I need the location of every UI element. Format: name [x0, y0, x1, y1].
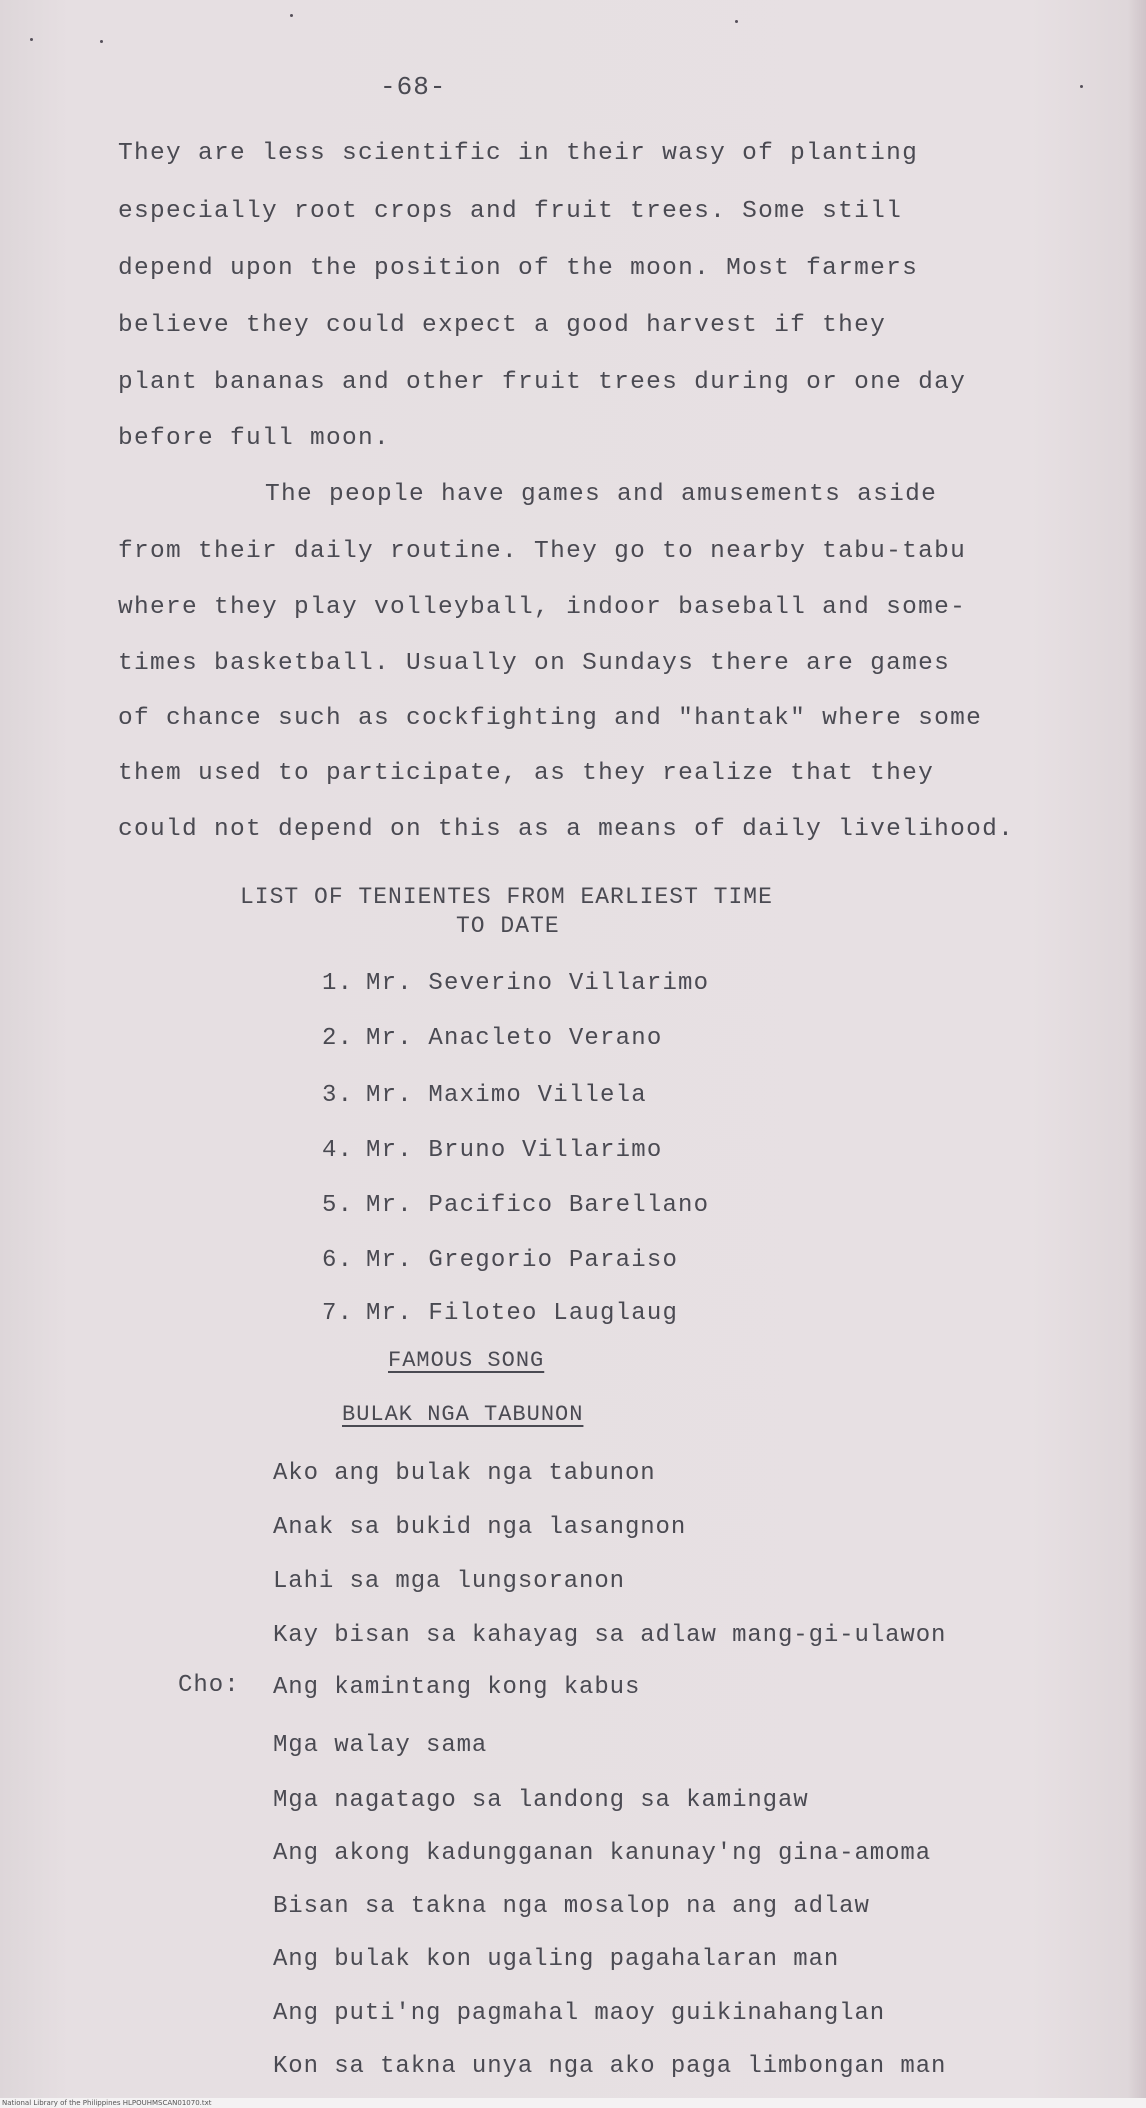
paragraph-2-line: The people have games and amusements aside: [265, 481, 938, 508]
teniente-item: [322, 970, 709, 997]
song-chorus-line: Mga nagatago sa landong sa kamingaw: [273, 1787, 809, 1814]
teniente-item: [322, 1192, 709, 1219]
paragraph-2-line: them used to participate, as they realize that they: [118, 760, 935, 787]
teniente-item: [322, 1247, 678, 1274]
song-chorus-line: Ang bulak kon ugaling pagahalaran man: [273, 1946, 840, 1973]
teniente-number: 4.: [322, 1137, 354, 1164]
paragraph-1-line: plant bananas and other fruit trees during or one day: [118, 369, 967, 396]
chorus-label: Cho:: [178, 1672, 240, 1699]
speck: [100, 40, 103, 43]
paragraph-2-line: of chance such as cockfighting and "hantak" where some: [118, 705, 983, 732]
song-verse-line: Kay bisan sa kahayag sa adlaw mang-gi-ulawon: [273, 1622, 947, 1649]
song-chorus-line: Ang akong kadungganan kanunay'ng gina-amoma: [273, 1840, 932, 1867]
teniente-name: Mr. Pacifico Barellano: [366, 1192, 710, 1219]
teniente-number: 3.: [322, 1082, 354, 1109]
page-edge-shadow: [1128, 0, 1146, 2108]
speck: [290, 14, 293, 17]
song-verse-line: Ako ang bulak nga tabunon: [273, 1460, 656, 1487]
song-verse-line: Lahi sa mga lungsoranon: [273, 1568, 625, 1595]
teniente-name: Mr. Filoteo Lauglaug: [366, 1300, 679, 1327]
speck: [1080, 85, 1083, 88]
song-verse-line: Anak sa bukid nga lasangnon: [273, 1514, 687, 1541]
teniente-item: [322, 1137, 662, 1164]
speck: [30, 38, 33, 41]
song-title: BULAK NGA TABUNON: [342, 1402, 584, 1427]
paragraph-2-line: could not depend on this as a means of daily livelihood.: [118, 816, 1015, 843]
teniente-name: Mr. Severino Villarimo: [366, 970, 710, 997]
tenientes-heading-continued: TO DATE: [456, 913, 560, 939]
teniente-name: Mr. Gregorio Paraiso: [366, 1247, 679, 1274]
teniente-item: [322, 1082, 647, 1109]
teniente-number: 5.: [322, 1192, 354, 1219]
paragraph-1-line: depend upon the position of the moon. Most farmers: [118, 255, 919, 282]
teniente-name: Mr. Bruno Villarimo: [366, 1137, 663, 1164]
teniente-name: Mr. Anacleto Verano: [366, 1025, 663, 1052]
teniente-name: Mr. Maximo Villela: [366, 1082, 647, 1109]
scan-footer: National Library of the Philippines HLPOUHMSCAN01070.txt: [0, 2098, 1146, 2108]
paragraph-1-line: before full moon.: [118, 425, 391, 452]
teniente-number: 2.: [322, 1025, 354, 1052]
song-chorus-line: Bisan sa takna nga mosalop na ang adlaw: [273, 1893, 870, 1920]
paragraph-2-line: times basketball. Usually on Sundays there are games: [118, 650, 951, 677]
teniente-number: 6.: [322, 1247, 354, 1274]
paragraph-2-line: from their daily routine. They go to nearby tabu-tabu: [118, 538, 967, 565]
famous-song-heading: FAMOUS SONG: [388, 1348, 545, 1373]
teniente-item: [322, 1025, 662, 1052]
paragraph-1-line: especially root crops and fruit trees. Some still: [118, 198, 903, 225]
song-chorus-line: Mga walay sama: [273, 1732, 488, 1759]
paragraph-1-line: They are less scientific in their wasy of planting: [118, 140, 919, 167]
teniente-number: 7.: [322, 1300, 354, 1327]
teniente-number: 1.: [322, 970, 354, 997]
tenientes-heading: LIST OF TENIENTES FROM EARLIEST TIME: [240, 884, 773, 910]
song-chorus-line: Kon sa takna unya nga ako paga limbongan man: [273, 2053, 947, 2080]
speck: [735, 20, 738, 23]
page-number: -68-: [380, 72, 447, 102]
teniente-item: [322, 1300, 678, 1327]
paragraph-2-line: where they play volleyball, indoor baseball and some-: [118, 594, 967, 621]
song-chorus-line: Ang kamintang kong kabus: [273, 1674, 641, 1701]
song-chorus-line: Ang puti'ng pagmahal maoy guikinahanglan: [273, 2000, 886, 2027]
paragraph-1-line: believe they could expect a good harvest if they: [118, 312, 887, 339]
